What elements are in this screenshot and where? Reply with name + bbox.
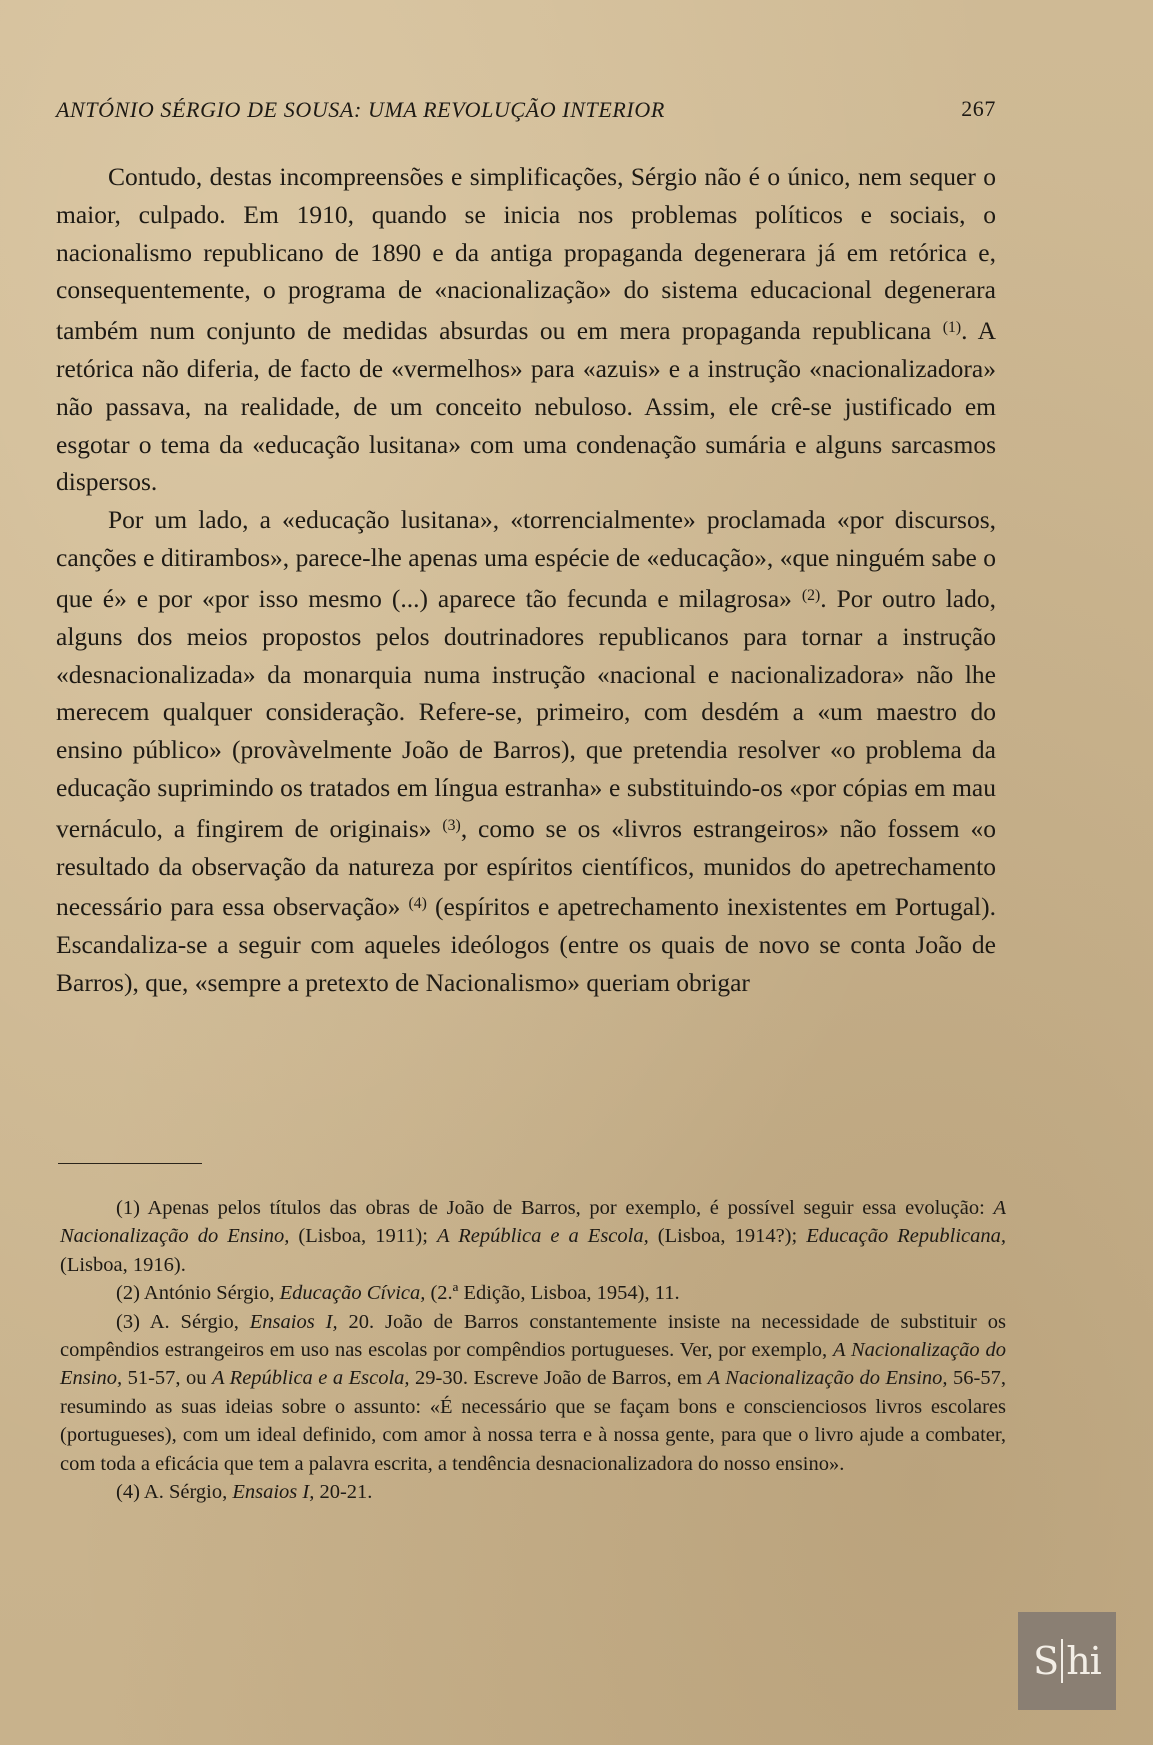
footnote-1-title-1: A Nacionalização do Ensino, xyxy=(60,1197,1006,1248)
body-text xyxy=(56,158,996,1002)
footnote-separator xyxy=(58,1163,202,1164)
footnote-ref-3[interactable]: (3) xyxy=(442,816,461,834)
footnote-3-text: A. Sérgio, xyxy=(139,1310,250,1333)
logo-letter-s: S xyxy=(1033,1639,1059,1683)
paragraph-2-text-c: , como se os «livros estrangeiros» não fossem «o resultado da observação da natureza por espíritos científicos, munidos do apetrechamento necessário para essa observação» xyxy=(56,813,996,922)
paragraph-1-text-b: . A retórica não diferia, de facto de «vermelhos» para «azuis» e a instrução «nacionalizadora» não passava, na realidade, de um conceito nebuloso. Assim, ele crê-se justificado em esgotar o tema da «educação lusitana» com uma condenação sumária e alguns sarcasmos dispersos. xyxy=(56,316,996,497)
page-number: 267 xyxy=(961,96,996,121)
footnote-1-text-c: (Lisboa, 1914?); xyxy=(648,1225,807,1248)
paragraph-2-text-b: . Por outro lado, alguns dos meios propostos pelos doutrinadores republicanos para tornar a instrução «desnacionalizada» da monarquia numa instrução «nacional e nacionalizadora» não lhe merecem qualquer consideração. Refere-se, primeiro, com desdém a «um maestro do ensino público» (provàvelmente João de Barros), que pretendia resolver «o problema da educação suprimindo os tratados em língua estranha» e substituindo-os «por cópias em mau vernáculo, a fingirem de originais» xyxy=(56,583,996,843)
running-title: ANTÓNIO SÉRGIO DE SOUSA: UMA REVOLUÇÃO INTERIOR xyxy=(56,97,665,122)
footnote-2-text-b: (2.ª Edição, Lisboa, 1954), 11. xyxy=(425,1282,680,1305)
footnote-4-text: A. Sérgio, xyxy=(139,1481,233,1504)
paragraph-1 xyxy=(56,158,996,501)
footnote-2-title-1: Educação Cívica, xyxy=(279,1282,426,1305)
footnote-3 xyxy=(60,1308,1006,1478)
footnote-ref-1[interactable]: (1) xyxy=(942,319,962,337)
footnote-4 xyxy=(60,1478,1006,1506)
footnote-ref-4[interactable]: (4) xyxy=(408,895,427,913)
footnote-1-text: Apenas pelos títulos das obras de João de Barros, por exemplo, é possível seguir essa evolução: xyxy=(139,1197,994,1219)
footnote-1 xyxy=(60,1194,1006,1279)
footnote-3-title-1: Ensaios I, xyxy=(249,1310,338,1333)
logo-letters-hi: hi xyxy=(1066,1639,1101,1683)
logo-divider xyxy=(1061,1639,1063,1683)
paragraph-2 xyxy=(56,501,996,1002)
footnote-2-text: António Sérgio, xyxy=(139,1282,280,1305)
footnote-3-text-e: 56-57, resumindo as suas ideias sobre o assunto: «É necessário que se façam bons e conscienciosos livros escolares (portugueses), com um ideal definido, com amor à nossa terra e à nossa gente, para que o livro ajude a combater, com toda a eficácia que tem a palavra escrita, a tendência desnacionalizadora do nosso ensino». xyxy=(60,1367,1006,1475)
footnote-1-mark: (1) xyxy=(116,1197,140,1219)
paragraph-1-text-a: Contudo, destas incompreensões e simplificações, Sérgio não é o único, nem sequer o maior, culpado. Em 1910, quando se inicia nos problemas políticos e sociais, o nacionalismo republicano de 1890 e da antiga propaganda degenerara já em retórica e, consequentemente, o programa de «nacionalização» do sistema educacional degenerara também num conjunto de medidas absurdas ou em mera propaganda republicana xyxy=(56,162,996,346)
footnote-3-title-3: A República e a Escola, xyxy=(212,1367,410,1390)
footnote-3-text-b: 20. João de Barros constantemente insiste na necessidade de substituir os compêndios estrangeiros em uso nas escolas por compêndios portugueses. Ver, por exemplo, xyxy=(60,1310,1006,1362)
footnote-3-mark: (3) xyxy=(116,1310,140,1333)
footnote-1-text-b: (Lisboa, 1911); xyxy=(289,1225,438,1248)
footnote-ref-2[interactable]: (2) xyxy=(801,586,821,604)
footnote-4-title-1: Ensaios I, xyxy=(232,1481,315,1504)
footnotes xyxy=(60,1194,1006,1506)
footnote-1-title-2: A República e a Escola, xyxy=(437,1225,649,1248)
footnote-3-title-4: A Nacionalização do Ensino, xyxy=(707,1367,948,1390)
footnote-2 xyxy=(60,1279,1006,1307)
footnote-3-text-d: 29-30. Escreve João de Barros, em xyxy=(409,1367,708,1390)
footnote-3-text-c: 51-57, ou xyxy=(122,1367,213,1390)
footnote-1-text-d: (Lisboa, 1916). xyxy=(60,1253,186,1276)
library-logo xyxy=(1018,1612,1116,1710)
footnote-4-mark: (4) xyxy=(116,1481,140,1504)
running-head xyxy=(56,97,996,131)
paragraph-2-text-a: Por um lado, a «educação lusitana», «torrencialmente» proclamada «por discursos, canções e ditirambos», parece-lhe apenas uma espécie de «educação», «que ninguém sabe o que é» e por «por isso mesmo (...) aparece tão fecunda e milagrosa» xyxy=(56,505,996,613)
footnote-4-text-b: 20-21. xyxy=(314,1481,373,1504)
footnote-1-title-3: Educação Republicana, xyxy=(806,1225,1007,1248)
paragraph-2-text-d: (espíritos e apetrechamento inexistentes em Portugal). Escandaliza-se a seguir com aqueles ideólogos (entre os quais de novo se conta João de Barros), que, «sempre a pretexto de Nacionalismo» queriam obrigar xyxy=(56,892,996,998)
footnote-3-title-2: A Nacionalização do Ensino, xyxy=(60,1339,1006,1390)
footnote-2-mark: (2) xyxy=(116,1282,140,1305)
